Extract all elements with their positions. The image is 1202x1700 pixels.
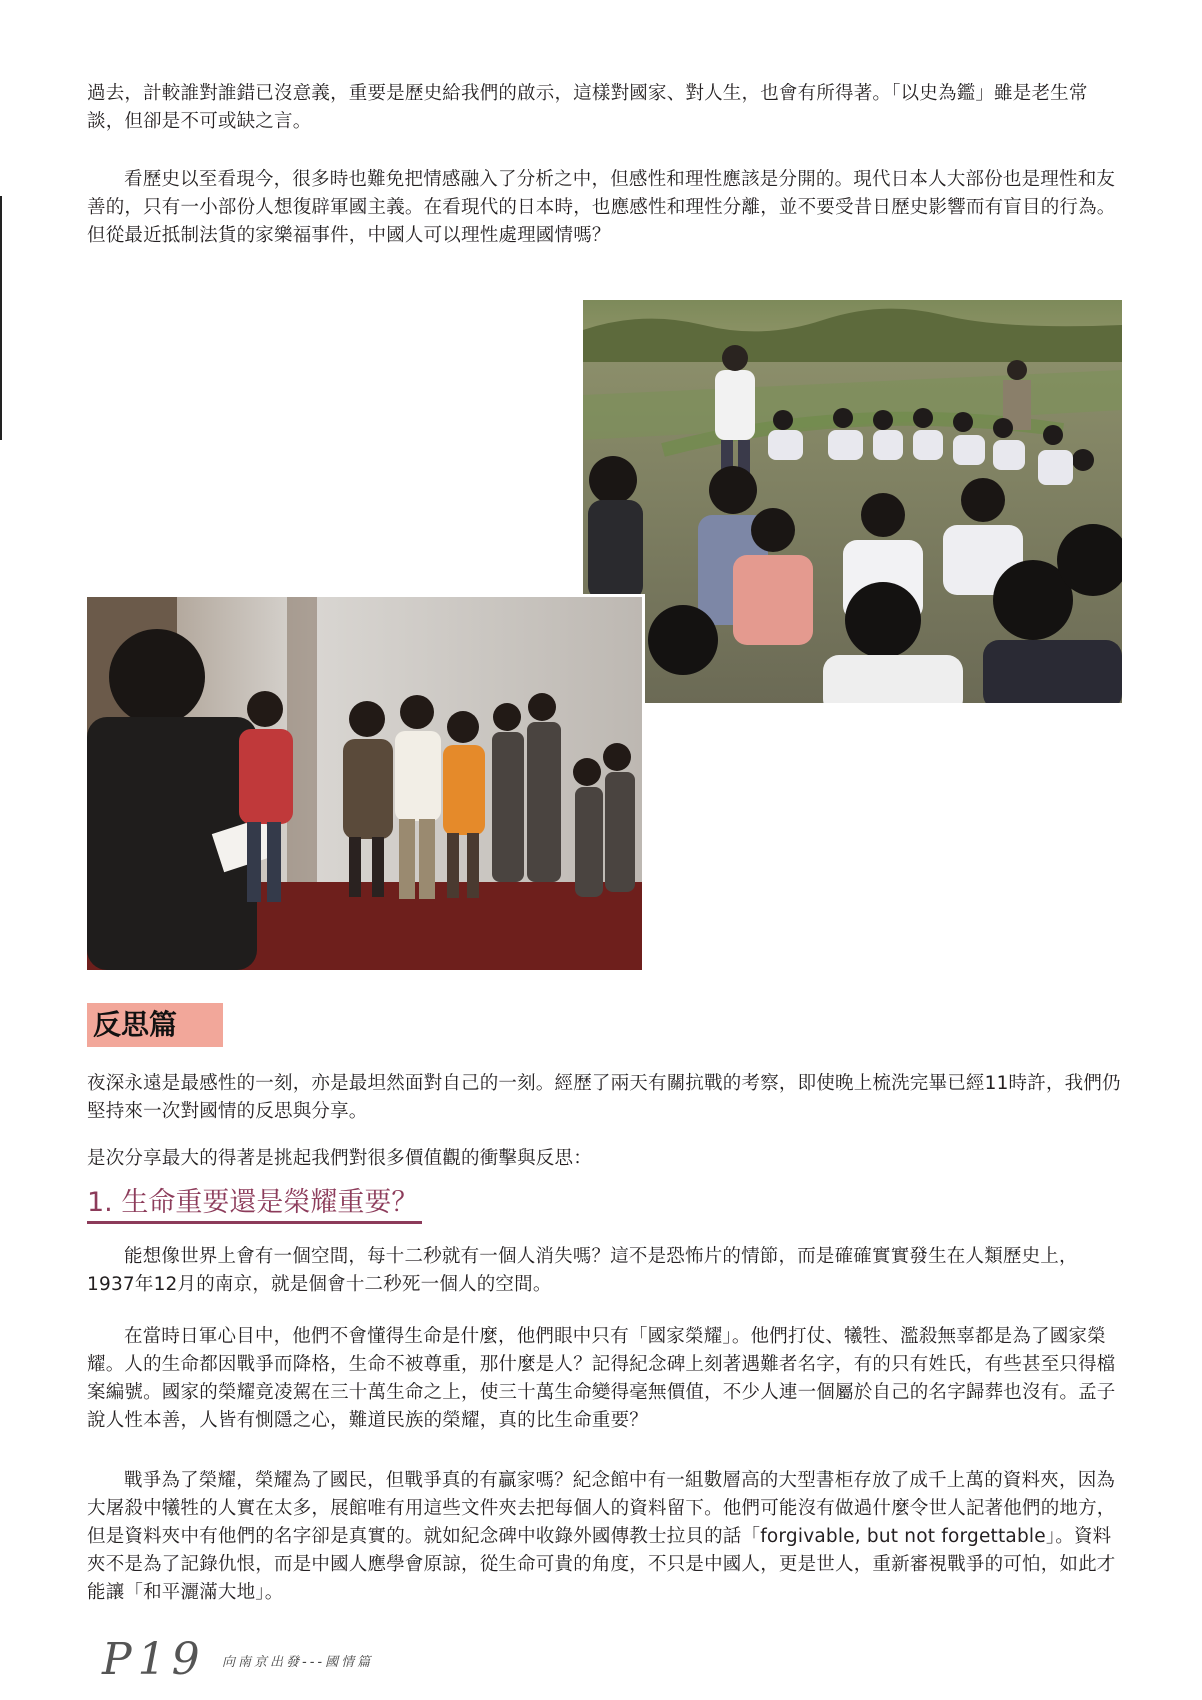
subsection-heading-life-vs-glory: 1. 生命重要還是榮耀重要？ xyxy=(87,1185,422,1224)
page-number: P19 xyxy=(102,1634,206,1685)
indoor-sharing-photo xyxy=(87,594,645,970)
section-heading-reflection: 反思篇 xyxy=(87,1003,223,1047)
intro-paragraph-2: 看歷史以至看現今，很多時也難免把情感融入了分析之中，但感性和理性應該是分開的。現代日本人大部份也是理性和友善的，只有一小部份人想復辟軍國主義。在看現代的日本時，也應感性和理性分離，並不要受昔日歷史影響而有盲目的行為。但從最近抵制法貨的家樂福事件，中國人可以理性處理國情嗎？ xyxy=(87,169,1116,246)
life-paragraph-2: 在當時日軍心目中，他們不會懂得生命是什麼，他們眼中只有「國家榮耀」。他們打仗、犧牲、濫殺無辜都是為了國家榮耀。人的生命都因戰爭而降格，生命不被尊重，那什麼是人？記得紀念碑上刻著遇難者名字，有的只有姓氏，有些甚至只得檔案編號。國家的榮耀竟凌駕在三十萬生命之上，使三十萬生命變得毫無價值，不少人連一個屬於自己的名字歸葬也沒有。孟子說人性本善，人皆有惻隱之心，難道民族的榮耀，真的比生命重要？ xyxy=(87,1326,1116,1431)
reflection-paragraph-1: 夜深永遠是最感性的一刻，亦是最坦然面對自己的一刻。經歷了兩天有關抗戰的考察，即使晚上梳洗完畢已經11時許，我們仍堅持來一次對國情的反思與分享。 xyxy=(87,1073,1121,1122)
intro-paragraph-1: 過去，計較誰對誰錯已沒意義，重要是歷史給我們的啟示，這樣對國家、對人生，也會有所得著。「以史為鑑」雖是老生常談，但卻是不可或缺之言。 xyxy=(87,83,1088,132)
footer-title: 向南京出發---國情篇 xyxy=(222,1655,374,1670)
life-paragraph-3: 戰爭為了榮耀，榮耀為了國民，但戰爭真的有贏家嗎？紀念館中有一組數層高的大型書柜存放了成千上萬的資料夾，因為大屠殺中犧牲的人實在太多，展館唯有用這些文件夾去把每個人的資料留下。他們可能沒有做過什麼令世人記著他們的地方，但是資料夾中有他們的名字卻是真實的。就如紀念碑中收錄外國傳教士拉貝的話「forgivable, but not forgettable」。資料夾不是為了記錄仇恨，而是中國人應學會原諒，從生命可貴的角度，不只是中國人，更是世人，重新審視戰爭的可怕，如此才能讓「和平灑滿大地」。 xyxy=(87,1470,1116,1603)
left-margin-rule xyxy=(0,196,2,440)
reflection-paragraph-2: 是次分享最大的得著是挑起我們對很多價值觀的衝擊與反思： xyxy=(87,1148,592,1169)
outdoor-group-photo xyxy=(583,300,1122,703)
life-paragraph-1: 能想像世界上會有一個空間，每十二秒就有一個人消失嗎？這不是恐怖片的情節，而是確確實實發生在人類歷史上，1937年12月的南京，就是個會十二秒死一個人的空間。 xyxy=(87,1246,1078,1295)
